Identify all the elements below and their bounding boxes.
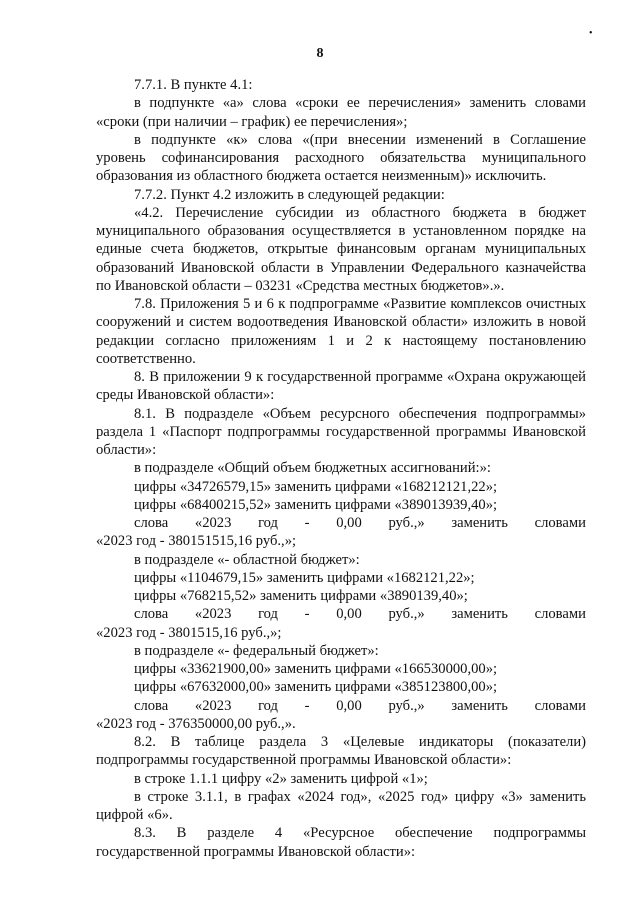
word: 0,00: [336, 606, 362, 623]
word: заменить: [451, 697, 508, 714]
paragraph-total-figures-1: цифры «34726579,15» заменить цифрами «168212121,22»;: [134, 478, 498, 495]
paragraph-7-7-1: 7.7.1. В пункте 4.1:: [134, 77, 253, 93]
word: слова: [134, 515, 169, 531]
word: «2023: [194, 606, 232, 623]
paragraph-regional-figures-2: цифры «768215,52» заменить цифрами «3890139,40»;: [134, 588, 468, 604]
paragraph-row-1-1-1: в строке 1.1.1 цифру «2» заменить цифрой «1»;: [134, 770, 428, 787]
paragraph-4-2-text: «4.2. Перечисление субсидии из областного бюджета в бюджет муниципального образования осуществляется в установленном порядке на единые счета бюджетов, открытые финансовым органам муниципальных образований Ивановской области в Управлении Федерального казначейства по Ивановской области – 03231 «Средства местных бюджетов».».: [96, 204, 586, 294]
paragraph-total-figures-2: цифры «68400215,52» заменить цифрами «389013939,40»;: [134, 496, 498, 513]
word: -: [304, 606, 310, 623]
paragraph-regional-words-cont: «2023 год - 3801515,16 руб.,»;: [96, 624, 282, 641]
paragraph-row-3-1-1: в строке 3.1.1, в графах «2024 год», «2025 год» цифру «3» заменить цифрой «6».: [96, 788, 586, 823]
paragraph-federal-budget: в подразделе «- федеральный бюджет»:: [134, 642, 379, 659]
paragraph-total-words-cont: «2023 год - 380151515,16 руб.,»;: [96, 533, 297, 550]
paragraph-8-1: 8.1. В подразделе «Объем ресурсного обеспечения подпрограммы» раздела 1 «Паспорт подпрограммы государственной программы Ивановской области»:: [96, 405, 586, 458]
word: руб.,»: [388, 697, 425, 714]
paragraph-7-8: 7.8. Приложения 5 и 6 к подпрограмме «Развитие комплексов очистных сооружений и систем водоотведения Ивановской области» изложить в новой редакции согласно приложениям 1 и 2 к настоящему постановлению соответственно.: [96, 296, 586, 367]
word: «2023: [194, 515, 232, 531]
word: словами: [534, 697, 586, 714]
word: руб.,»: [388, 515, 425, 531]
paragraph-subpoint-a: в подпункте «а» слова «сроки ее перечисления» заменить словами «сроки (при наличии – график) ее перечисления»;: [96, 95, 586, 130]
paragraph-regional-words: [96, 605, 586, 623]
word: -: [304, 515, 310, 531]
paragraph-federal-figures-1: цифры «33621900,00» заменить цифрами «166530000,00»;: [134, 661, 498, 677]
paragraph-total-volume: в подразделе «Общий объем бюджетных ассигнований:»:: [134, 460, 491, 477]
paragraph-federal-figures-2: цифры «67632000,00» заменить цифрами «385123800,00»;: [134, 679, 498, 696]
word: год: [258, 697, 278, 714]
paragraph-subpoint-k: в подпункте «к» слова «(при внесении изменений в Соглашение уровень софинансирования расходного обязательства муниципального образования из областного бюджета остается неизменным)» исключить.: [96, 131, 586, 185]
paragraph-regional-figures-1: цифры «1104679,15» заменить цифрами «1682121,22»;: [134, 569, 475, 586]
word: словами: [534, 606, 586, 623]
word: 0,00: [336, 515, 362, 531]
word: год: [258, 515, 278, 531]
paragraph-7-7-2: 7.7.2. Пункт 4.2 изложить в следующей редакции:: [134, 186, 445, 203]
paragraph-8-3: 8.3. В разделе 4 «Ресурсное обеспечение подпрограммы государственной программы Ивановской области»:: [96, 825, 586, 860]
paragraph-federal-words-cont: «2023 год - 376350000,00 руб.,».: [96, 715, 296, 732]
word: -: [304, 697, 310, 714]
word: заменить: [451, 606, 508, 623]
paragraph-8-2: 8.2. В таблице раздела 3 «Целевые индикаторы (показатели) подпрограммы государственной программы Ивановской области»:: [96, 734, 586, 769]
paragraph-8: 8. В приложении 9 к государственной программе «Охрана окружающей среды Ивановской области»:: [96, 369, 586, 404]
document-body: [96, 76, 586, 861]
word: «2023: [194, 697, 232, 714]
paragraph-regional-budget: в подразделе «- областной бюджет»:: [134, 551, 360, 568]
word: год: [258, 606, 278, 623]
corner-mark: •: [589, 28, 593, 39]
paragraph-federal-words: [96, 697, 586, 715]
page-number: 8: [316, 46, 324, 61]
word: слова: [134, 697, 169, 714]
word: 0,00: [336, 697, 362, 714]
word: слова: [134, 606, 169, 623]
word: руб.,»: [388, 606, 425, 623]
word: словами: [534, 515, 586, 531]
word: заменить: [451, 515, 508, 531]
paragraph-total-words: [96, 514, 586, 532]
